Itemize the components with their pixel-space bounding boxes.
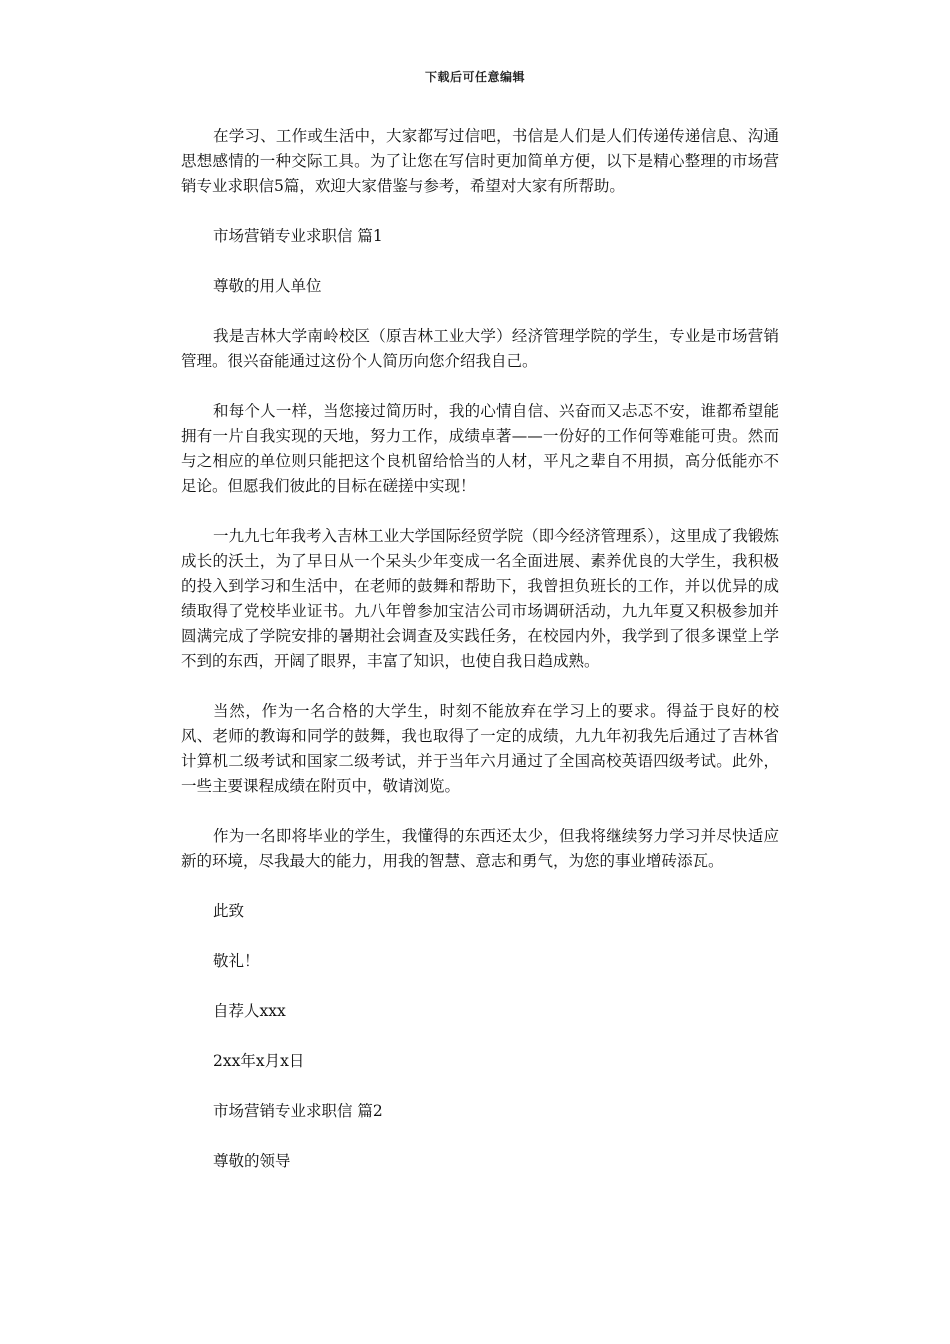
letter-1-paragraph-3: 一九九七年我考入吉林工业大学国际经贸学院（即今经济管理系），这里成了我锻炼成长的沃土，为了早日从一个呆头少年变成一名全面进展、素养优良的大学生，我积极的投入到学习和生活中，在老师的鼓舞和帮助下，我曾担负班长的工作，并以优异的成绩取得了党校毕业证书。九八年曾参加宝洁公司市场调研活动，九九年夏又积极参加并圆满完成了学院安排的暑期社会调查及实践任务，在校园内外，我学到了很多课堂上学不到的东西，开阔了眼界，丰富了知识，也使自我日趋成熟。: [181, 527, 779, 670]
letter-2-title: 市场营销专业求职信 篇2: [213, 1102, 383, 1120]
letter-1-date: 2xx年x月x日: [213, 1052, 305, 1070]
letter-1-closing-2: 敬礼！: [213, 952, 260, 970]
intro-paragraph: 在学习、工作或生活中，大家都写过信吧，书信是人们是人们传递传递信息、沟通思想感情的一种交际工具。为了让您在写信时更加简单方便，以下是精心整理的市场营销专业求职信5篇，欢迎大家借鉴与参考，希望对大家有所帮助。: [181, 127, 779, 195]
letter-1-title: 市场营销专业求职信 篇1: [213, 227, 383, 245]
letter-1-paragraph-1: 我是吉林大学南岭校区（原吉林工业大学）经济管理学院的学生，专业是市场营销管理。很兴奋能通过这份个人简历向您介绍我自己。: [181, 327, 779, 370]
letter-1-closing-1: 此致: [213, 902, 245, 920]
letter-2-greeting: 尊敬的领导: [213, 1152, 291, 1170]
letter-1-paragraph-5: 作为一名即将毕业的学生，我懂得的东西还太少，但我将继续努力学习并尽快适应新的环境，尽我最大的能力，用我的智慧、意志和勇气，为您的事业增砖添瓦。: [181, 827, 779, 870]
letter-1-paragraph-4: 当然，作为一名合格的大学生，时刻不能放弃在学习上的要求。得益于良好的校风、老师的教诲和同学的鼓舞，我也取得了一定的成绩，九九年初我先后通过了吉林省计算机二级考试和国家二级考试，并于当年六月通过了全国高校英语四级考试。此外，一些主要课程成绩在附页中，敬请浏览。: [181, 702, 779, 795]
page-header-note: 下载后可任意编辑: [424, 70, 525, 84]
letter-1-greeting: 尊敬的用人单位: [213, 277, 322, 295]
letter-1-paragraph-2: 和每个人一样，当您接过简历时，我的心情自信、兴奋而又忐忑不安，谁都希望能拥有一片自我实现的天地，努力工作，成绩卓著——一份好的工作何等难能可贵。然而与之相应的单位则只能把这个良机留给恰当的人材，平凡之辈自不用损，高分低能亦不足论。但愿我们彼此的目标在磋搓中实现！: [181, 402, 779, 495]
letter-1-signature: 自荐人xxx: [213, 1002, 286, 1020]
document-body: [181, 124, 779, 1199]
